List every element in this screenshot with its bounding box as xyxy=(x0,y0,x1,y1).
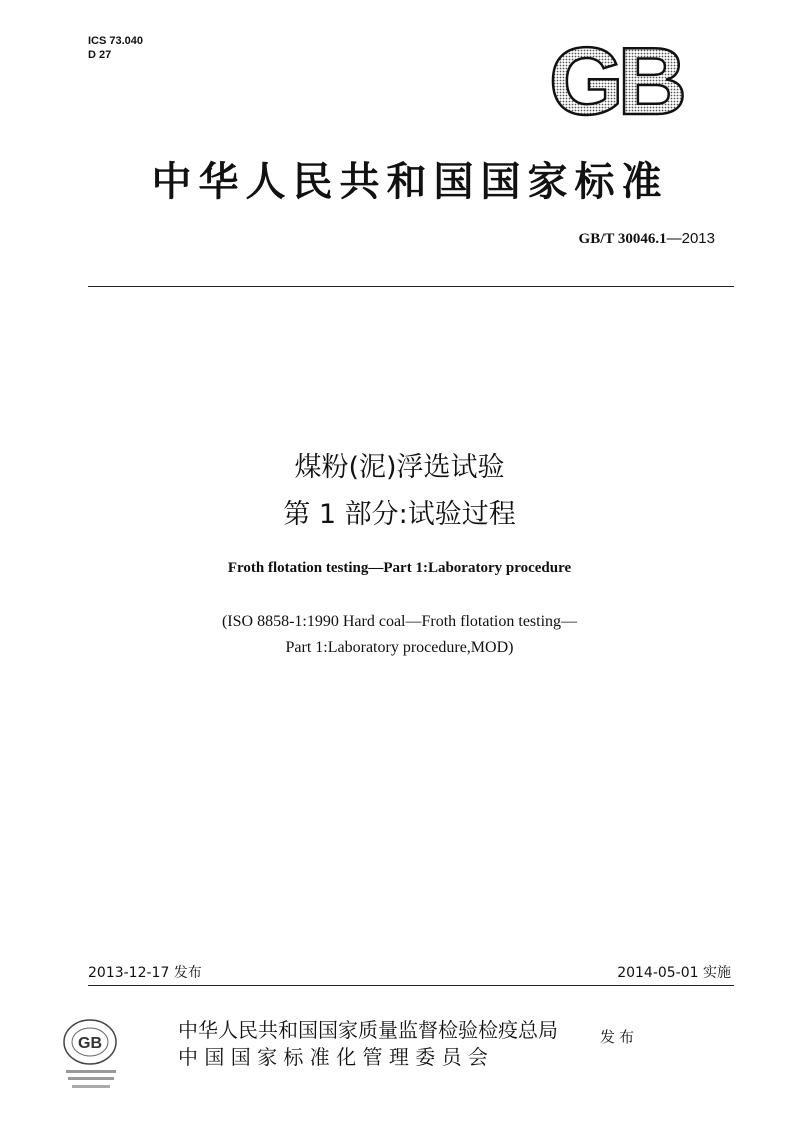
title-en: Froth flotation testing—Part 1:Laboratory procedure xyxy=(227,560,572,576)
ics-block xyxy=(88,34,143,62)
gb-logo-text: GB xyxy=(549,40,681,120)
issuer-line1: 中华人民共和国国家质量监督检验检疫总局 xyxy=(178,1018,558,1042)
issuer-line2: 中 国 国 家 标 准 化 管 理 委 员 会 xyxy=(178,1045,488,1069)
standard-code: GB/T 30046.1 xyxy=(578,231,667,247)
publish-label: 发布 xyxy=(600,1028,639,1046)
header-divider xyxy=(88,286,734,287)
title-cn-line1: 煤粉(泥)浮选试验 xyxy=(294,452,505,483)
iso-reference-line1: (ISO 8858-1:1990 Hard coal—Froth flotation testing— xyxy=(221,613,578,630)
standard-year: —2013 xyxy=(666,230,715,247)
svg-text:GB: GB xyxy=(78,1035,102,1052)
standard-number xyxy=(579,230,715,248)
gb-logo xyxy=(538,40,693,120)
ics-code: ICS 73.040 xyxy=(88,35,144,47)
footer-divider xyxy=(88,985,734,986)
ccs-code: D 27 xyxy=(88,49,112,61)
national-standard-title: 中华人民共和国国家标准 xyxy=(151,159,669,205)
title-cn-line2: 第 1 部分:试验过程 xyxy=(283,499,516,530)
implementation-date: 2014-05-01 实施 xyxy=(617,965,731,981)
iso-reference-line2: Part 1:Laboratory procedure,MOD) xyxy=(285,639,514,656)
publisher-stamp xyxy=(52,1008,134,1094)
issue-date: 2013-12-17 发布 xyxy=(88,965,202,981)
